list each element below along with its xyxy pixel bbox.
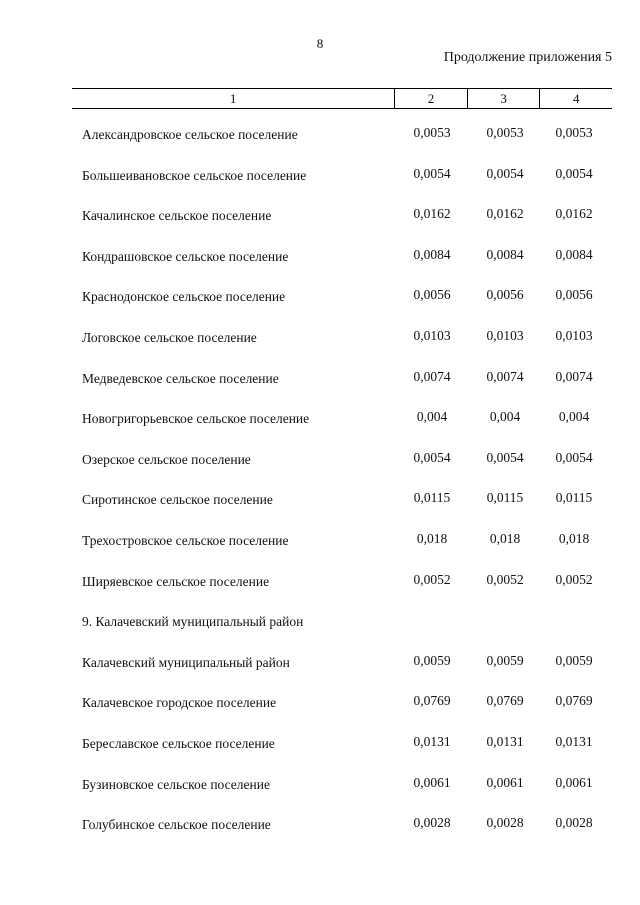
row-name: Озерское сельское поселение <box>82 451 251 467</box>
value-col-3: 0,0131 <box>486 733 524 749</box>
table-body <box>80 125 620 856</box>
value-col-4: 0,0162 <box>555 206 593 222</box>
table-row <box>80 247 620 288</box>
table-row <box>80 572 620 613</box>
row-name: Сиротинское сельское поселение <box>82 492 273 508</box>
table-row <box>80 450 620 491</box>
table-row <box>80 734 620 775</box>
row-name: 9. Калачевский муниципальный район <box>82 614 304 630</box>
table-header <box>72 88 612 109</box>
value-col-2: 0,0061 <box>413 774 451 790</box>
row-name: Береславское сельское поселение <box>82 735 275 751</box>
value-col-3: 0,0054 <box>486 449 524 465</box>
value-col-3: 0,0054 <box>486 165 524 181</box>
value-col-4: 0,0028 <box>555 815 593 831</box>
table-row <box>80 612 620 653</box>
row-name: Большеивановское сельское поселение <box>82 167 307 183</box>
row-name: Голубинское сельское поселение <box>82 817 271 833</box>
row-name: Качалинское сельское поселение <box>82 208 272 224</box>
value-col-2: 0,0162 <box>413 206 451 222</box>
row-name: Калачевский муниципальный район <box>82 654 290 670</box>
table-row <box>80 125 620 166</box>
value-col-4: 0,0061 <box>555 774 593 790</box>
value-col-4: 0,004 <box>558 409 590 425</box>
value-col-3: 0,0061 <box>486 774 524 790</box>
row-name: Новогригорьевское сельское поселение <box>82 411 310 427</box>
table-row <box>80 693 620 734</box>
value-col-4: 0,0131 <box>555 733 593 749</box>
value-col-2: 0,0074 <box>413 368 451 384</box>
page-number: 8 <box>316 36 324 51</box>
row-name: Медведевское сельское поселение <box>82 370 279 386</box>
value-col-4: 0,0053 <box>555 125 593 140</box>
table-row <box>80 369 620 410</box>
value-col-2: 0,0115 <box>413 490 451 506</box>
value-col-4: 0,018 <box>558 530 590 546</box>
value-col-4: 0,0054 <box>555 449 593 465</box>
row-name: Ширяевское сельское поселение <box>82 573 270 589</box>
value-col-4: 0,0074 <box>555 368 593 384</box>
value-col-3: 0,018 <box>489 530 521 546</box>
value-col-3: 0,0052 <box>486 571 524 587</box>
value-col-3: 0,0053 <box>486 125 524 140</box>
value-col-2: 0,018 <box>416 530 448 546</box>
table-row <box>80 815 620 856</box>
table-row <box>80 775 620 816</box>
row-name: Краснодонское сельское поселение <box>82 289 286 305</box>
value-col-2: 0,0084 <box>413 246 451 262</box>
value-col-3: 0,0059 <box>486 652 524 668</box>
value-col-3: 0,0084 <box>486 246 524 262</box>
value-col-2: 0,004 <box>416 409 448 425</box>
table-row <box>80 287 620 328</box>
value-col-3: 0,0074 <box>486 368 524 384</box>
value-col-3: 0,0028 <box>486 815 524 831</box>
continuation-label: Продолжение приложения 5 <box>443 50 612 65</box>
table-row <box>80 206 620 247</box>
value-col-3: 0,0056 <box>486 287 524 303</box>
value-col-4: 0,0052 <box>555 571 593 587</box>
header-col-1: 1 <box>229 90 237 106</box>
value-col-2: 0,0103 <box>413 327 451 343</box>
value-col-4: 0,0103 <box>555 327 593 343</box>
value-col-3: 0,0769 <box>486 693 524 709</box>
value-col-2: 0,0054 <box>413 165 451 181</box>
table-row <box>80 166 620 207</box>
table-row <box>80 531 620 572</box>
value-col-4: 0,0059 <box>555 652 593 668</box>
value-col-3: 0,0162 <box>486 206 524 222</box>
row-name: Кондрашовское сельское поселение <box>82 248 289 264</box>
table-row <box>80 328 620 369</box>
row-name: Александровское сельское поселение <box>82 127 298 142</box>
value-col-4: 0,0769 <box>555 693 593 709</box>
value-col-3: 0,0103 <box>486 327 524 343</box>
header-col-3: 3 <box>467 89 540 108</box>
value-col-2: 0,0131 <box>413 733 451 749</box>
value-col-3: 0,0115 <box>486 490 524 506</box>
value-col-4: 0,0084 <box>555 246 593 262</box>
table-row <box>80 653 620 694</box>
value-col-2: 0,0059 <box>413 652 451 668</box>
value-col-2: 0,0052 <box>413 571 451 587</box>
table-row <box>80 490 620 531</box>
row-name: Трехостровское сельское поселение <box>82 532 289 548</box>
header-col-2: 2 <box>394 89 467 108</box>
value-col-4: 0,0056 <box>555 287 593 303</box>
value-col-3: 0,004 <box>489 409 521 425</box>
row-name: Бузиновское сельское поселение <box>82 776 270 792</box>
value-col-2: 0,0053 <box>413 125 451 140</box>
value-col-2: 0,0028 <box>413 815 451 831</box>
value-col-4: 0,0115 <box>555 490 593 506</box>
value-col-4: 0,0054 <box>555 165 593 181</box>
value-col-2: 0,0056 <box>413 287 451 303</box>
row-name: Логовское сельское поселение <box>82 329 257 345</box>
value-col-2: 0,0054 <box>413 449 451 465</box>
row-name: Калачевское городское поселение <box>82 695 277 711</box>
value-col-2: 0,0769 <box>413 693 451 709</box>
header-col-4: 4 <box>539 89 612 108</box>
table-row <box>80 409 620 450</box>
